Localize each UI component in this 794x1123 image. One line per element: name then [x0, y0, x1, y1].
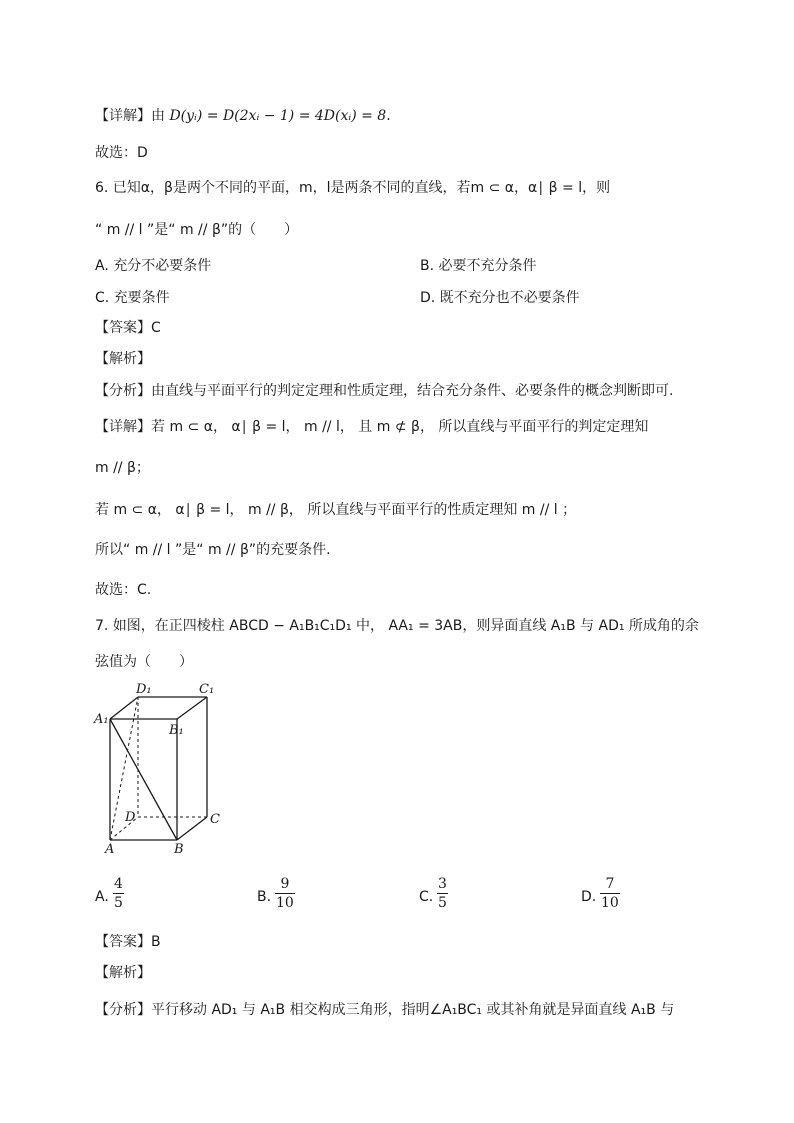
q6-stem-line2: “ m // l ”是“ m // β”的（ ）	[95, 222, 299, 238]
q6-option-d: D. 既不充分也不必要条件	[420, 290, 580, 306]
q6-option-b: B. 必要不充分条件	[420, 258, 537, 274]
numerator: 7	[605, 876, 615, 892]
q6-detail-line1: 【详解】若 m ⊂ α， α∣ β = l， m // l， 且 m ⊄ β， 所以直线与平面平行的判定定理知	[95, 419, 649, 435]
q7-option-d-fraction	[600, 876, 620, 911]
q7-option-d-letter: D.	[581, 889, 597, 905]
q7-analysis: 【分析】平行移动 AD₁ 与 A₁B 相交构成三角形，指明∠A₁BC₁ 或其补角就是异面直线 A₁B 与	[95, 1002, 675, 1018]
q6-option-c: C. 充要条件	[95, 290, 170, 306]
q6-stem-line1: 6. 已知α，β是两个不同的平面，m，l是两条不同的直线，若m ⊂ α，α∣ β = l，则	[95, 180, 611, 196]
q6-analysis-tag: 【解析】	[95, 351, 151, 367]
detail-post: .	[386, 108, 391, 124]
numerator: 9	[280, 876, 290, 892]
q7-stem-line2: 弦值为（ ）	[95, 654, 193, 670]
prev-detail-line	[95, 106, 391, 126]
detail-tag: 【详解】	[95, 108, 151, 124]
q7-option-b-fraction	[275, 876, 295, 911]
label-d: D	[125, 810, 136, 825]
prev-choose: 故选：D	[95, 145, 148, 161]
edge-b-c	[177, 817, 207, 840]
label-b: B	[174, 842, 184, 855]
detail-pre: 由	[151, 108, 165, 124]
denominator: 5	[114, 895, 123, 911]
q7-answer: 【答案】B	[95, 934, 161, 950]
label-a: A	[105, 842, 115, 855]
q7-option-c-fraction	[437, 876, 448, 911]
q6-detail-line3: 若 m ⊂ α， α∣ β = l， m // β， 所以直线与平面平行的性质定理知 m // l ；	[95, 502, 577, 518]
denominator: 10	[601, 895, 619, 911]
q7-stem-line1: 7. 如图，在正四棱柱 ABCD − A₁B₁C₁D₁ 中， AA₁ = 3AB，则异面直线 A₁B 与 AD₁ 所成角的余	[95, 618, 699, 634]
label-a1: A₁	[94, 712, 109, 727]
denominator: 10	[276, 895, 294, 911]
edge-a1-d1	[110, 697, 138, 719]
variance-formula: D(yᵢ) = D(2xᵢ − 1) = 4D(xᵢ) = 8	[169, 108, 387, 124]
q6-detail-line4: 所以“ m // l ”是“ m // β”的充要条件.	[95, 542, 331, 558]
q6-analysis: 【分析】由直线与平面平行的判定定理和性质定理，结合充分条件、必要条件的概念判断即可.	[95, 383, 674, 399]
prism-figure	[92, 680, 232, 855]
segment-a1-b	[110, 719, 177, 840]
q6-answer: 【答案】C	[95, 320, 161, 336]
edge-b1-c1	[177, 697, 207, 719]
numerator: 4	[114, 876, 123, 892]
q7-option-c-letter: C.	[419, 889, 434, 905]
denominator: 5	[438, 895, 447, 911]
q7-option-b-letter: B.	[257, 889, 272, 905]
label-c: C	[210, 812, 220, 827]
q7-analysis-tag: 【解析】	[95, 965, 151, 981]
q6-choose: 故选：C.	[95, 582, 152, 598]
q7-option-a-fraction	[113, 876, 124, 911]
label-c1: C₁	[199, 682, 215, 697]
q7-option-a-letter: A.	[95, 889, 109, 905]
label-d1: D₁	[136, 682, 152, 697]
numerator: 3	[438, 876, 447, 892]
q6-option-a: A. 充分不必要条件	[95, 258, 212, 274]
label-b1: B₁	[169, 723, 184, 738]
q6-detail-line2: m // β；	[95, 460, 150, 476]
